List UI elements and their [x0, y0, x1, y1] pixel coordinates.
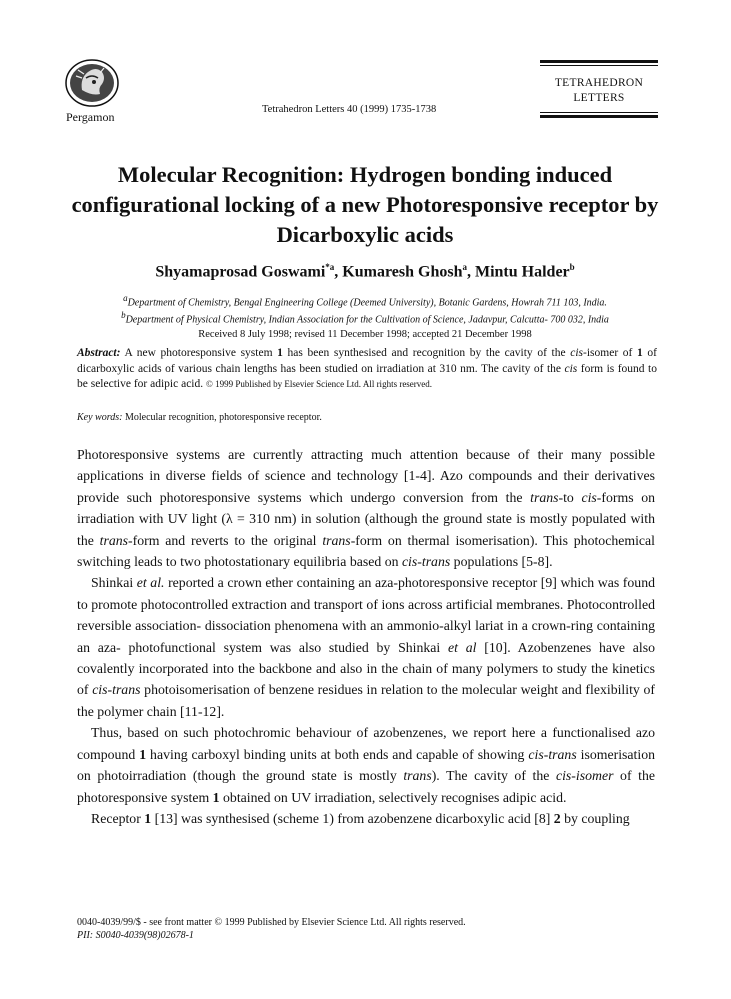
rule-thin	[540, 65, 658, 66]
body-text	[77, 444, 655, 829]
rule-thick	[540, 115, 658, 118]
rule-thick	[540, 60, 658, 63]
paragraph: Receptor 1 [13] was synthesised (scheme 1) from azobenzene dicarboxylic acid [8] 2 by coupling	[91, 810, 630, 826]
abstract-label: Abstract:	[77, 347, 121, 359]
footer	[77, 916, 466, 942]
author-name: Mintu Halder	[474, 263, 570, 281]
affiliation: $^a$Department of Chemistry, Bengal Engineering College (Deemed University), Botanic Gardens, Howrah 711 103, India.	[123, 293, 607, 309]
rule-thin	[540, 112, 658, 113]
keywords: Key words: Molecular recognition, photoresponsive receptor.	[77, 412, 322, 423]
journal-brand	[540, 60, 658, 118]
copyright-line: 0040-4039/99/$ - see front matter © 1999 Published by Elsevier Science Ltd. All rights reserved.	[77, 917, 466, 928]
abstract: Abstract: A new photoresponsive system 1 has been synthesised and recognition by the cavity of the cis-isomer of 1 of dicarboxylic acids of various chain lengths has been studied on irradiation at 310 nm. The cavity of the cis form is found to be selective for adipic acid. © 1999 Published by Elsevier Science Ltd. All rights reserved.	[77, 347, 657, 390]
publisher-name: Pergamon	[66, 110, 115, 124]
paragraph: Thus, based on such photochromic behaviour of azobenzenes, we report here a functionalised azo compound 1 having carboxyl binding units at both ends and capable of showing cis-trans isomerisation on photoirradiation (though the ground state is mostly trans). The cavity of the cis-isomer of the photoresponsive system 1 obtained on UV irradiation, selectively recognises adipic acid.	[77, 725, 655, 805]
journal-citation: Tetrahedron Letters 40 (1999) 1735-1738	[262, 104, 437, 115]
paragraph: Shinkai et al. reported a crown ether containing an aza-photoresponsive receptor [9] which was found to promote photocontrolled extraction and transport of ions across artificial membranes. Photocontrolled reversible association- dissociation phenomena with an ammonio-alkyl lariat in a crown-ring containing an aza- photofunctional system was also studied by Shinkai et al [10]. Azobenzenes have also covalently incorporated into the backbone and also in the chain of many polymers to study the kinetics of cis-trans photoisomerisation of benzene residues in relation to the molecular weight and flexibility of the polymer chain [11-12].	[77, 575, 655, 719]
author-name: Shyamaprosad Goswami	[155, 263, 326, 281]
copyright: © 1999 Published by Elsevier Science Ltd. All rights reserved.	[206, 379, 433, 389]
author-name: Kumaresh Ghosh	[342, 263, 463, 281]
author-list: Shyamaprosad Goswami$^{*a}$, Kumaresh Ghosh$^a$, Mintu Halder$^b$	[155, 262, 575, 281]
publisher-logo	[64, 58, 120, 108]
paragraph: Photoresponsive systems are currently attracting much attention because of their many possible applications in diverse fields of science and technology [1-4]. Azo compounds and their derivatives provide such photoresponsive systems which undergo conversion from the trans-to cis-forms on irradiation with UV light (λ = 310 nm) in solution (although the ground state is mostly populated with the trans-form and reverts to the original trans-form on thermal isomerisation). This photochemical switching leads to two photostationary equilibria based on cis-trans populations [5-8].	[77, 447, 656, 570]
journal-name: TETRAHEDRON LETTERS	[554, 77, 644, 104]
paper-title: Molecular Recognition: Hydrogen bonding induced configurational locking of a new Photoresponsive receptor by Dicarboxylic acids	[71, 162, 659, 247]
affiliation: $^b$Department of Physical Chemistry, Indian Association for the Cultivation of Science, Jadavpur, Calcutta- 700 032, India	[121, 310, 609, 326]
received-dates: Received 8 July 1998; revised 11 December 1998; accepted 21 December 1998	[198, 329, 532, 340]
pii-line: PII: S0040-4039(98)02678-1	[77, 930, 194, 941]
